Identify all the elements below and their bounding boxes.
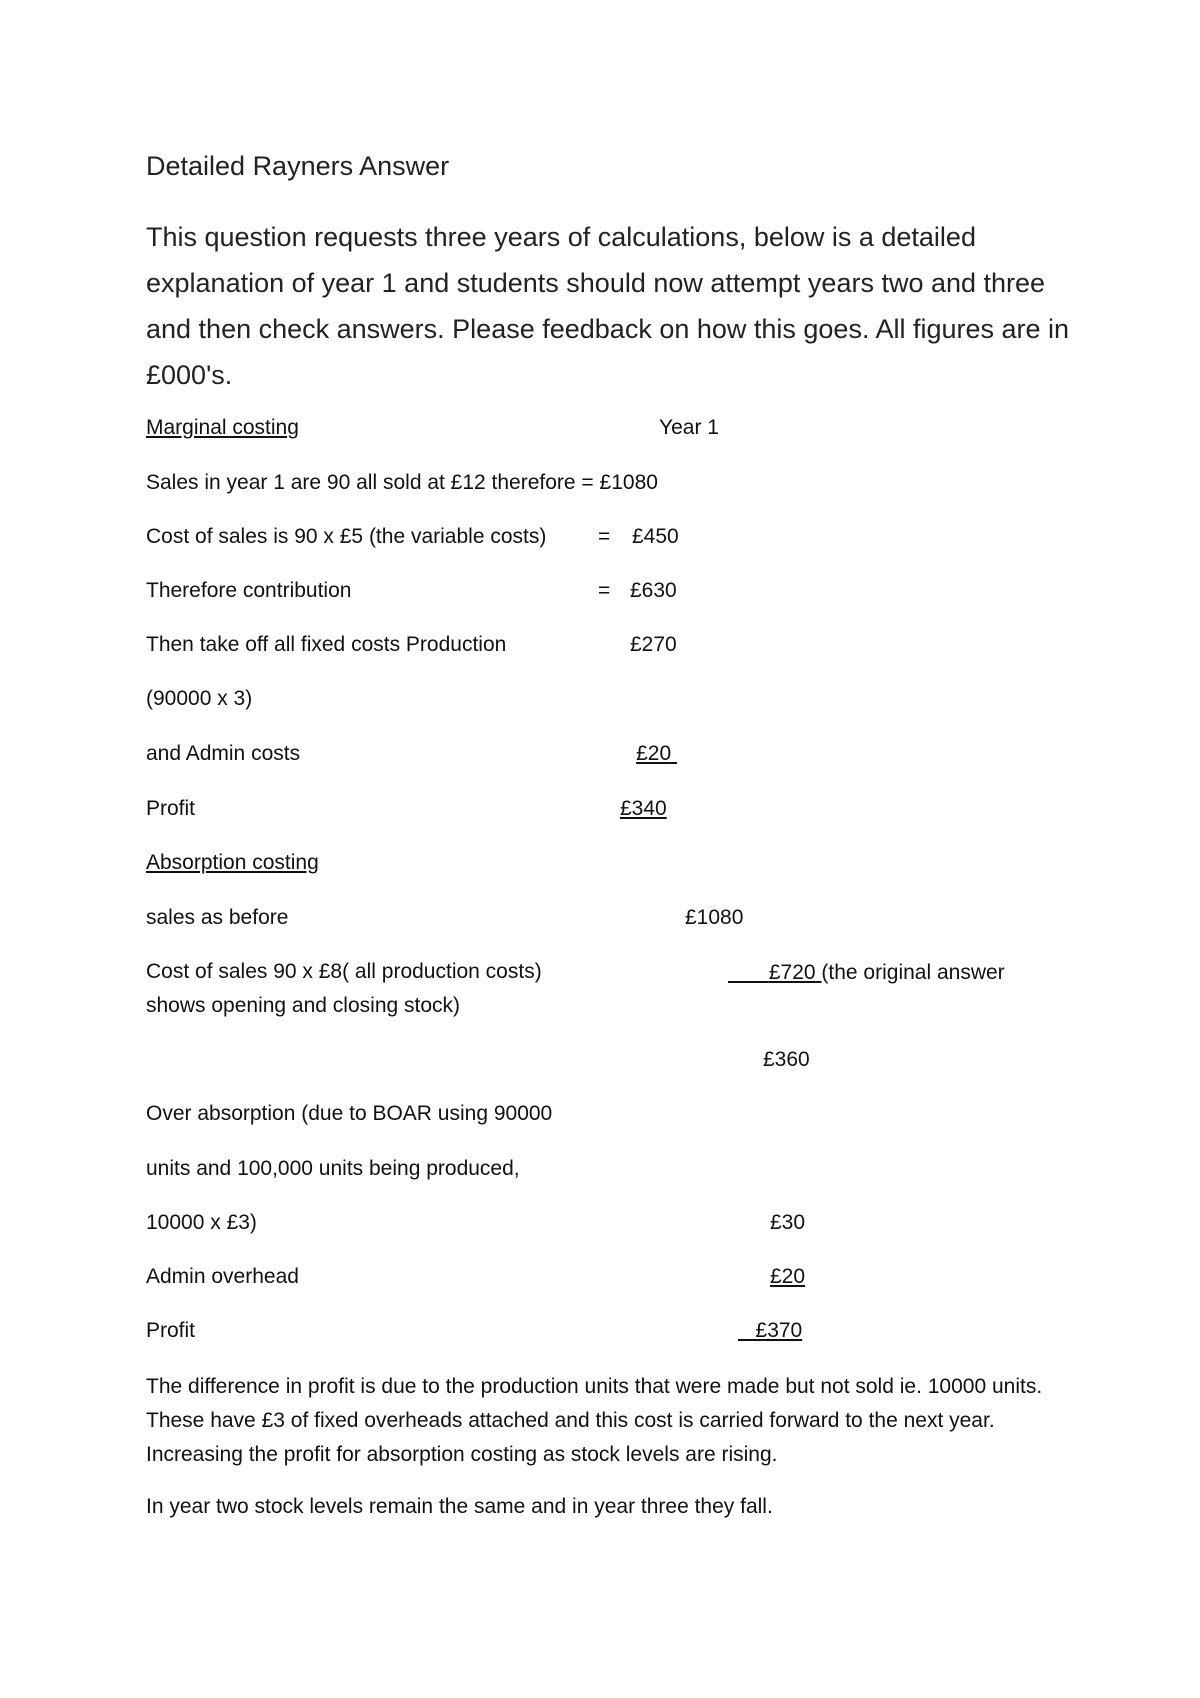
absorption-heading: Absorption costing: [146, 851, 319, 874]
marginal-contribution-value: £630: [630, 579, 677, 602]
marginal-cos-label: Cost of sales is 90 x £5 (the variable costs): [146, 525, 547, 548]
absorption-cos-label: Cost of sales 90 x £8( all production costs) shows opening and closing stock): [146, 960, 542, 1017]
marginal-fixed-label: Then take off all fixed costs Production: [146, 633, 507, 656]
absorption-over-line2: units and 100,000 units being produced,: [146, 1157, 520, 1180]
marginal-admin-label: and Admin costs: [146, 742, 301, 765]
absorption-sales-label: sales as before: [146, 906, 289, 929]
marginal-profit-value: £340: [620, 797, 667, 820]
absorption-sales-value: £1080: [685, 906, 744, 929]
marginal-cos-value: £450: [632, 525, 679, 548]
absorption-over-value: £30: [770, 1211, 806, 1234]
marginal-cos-eq: =: [598, 525, 611, 548]
absorption-cos-note: (the original answer: [821, 961, 1005, 984]
absorption-admin-value: £20: [770, 1265, 806, 1288]
absorption-profit-label: Profit: [146, 1319, 196, 1342]
absorption-cos-value: £720: [768, 961, 816, 984]
marginal-admin-value: £20: [636, 742, 672, 765]
intro-paragraph: This question requests three years of calculations, below is a detailed explanation of year 1 and students should now attempt years two and three and then check answers. Please feedback on how this goes. All figures are in £000's.: [146, 222, 1070, 390]
absorption-over-line1: Over absorption (due to BOAR using 90000: [146, 1102, 553, 1125]
page-title: Detailed Rayners Answer: [146, 151, 450, 181]
conclusion-paragraph: The difference in profit is due to the production units that were made but not sold ie. 10000 units. These have £3 of fixed overheads attached and this cost is carried forward to the next year. Increasing the profit for absorption costing as stock levels are rising.: [146, 1375, 1043, 1466]
final-line: In year two stock levels remain the same and in year three they fall.: [146, 1495, 773, 1518]
marginal-heading-row: [146, 415, 719, 440]
absorption-admin-label: Admin overhead: [146, 1265, 299, 1288]
marginal-fixed-value: £270: [630, 633, 677, 656]
absorption-gross-value: £360: [763, 1048, 810, 1071]
marginal-year-label: Year 1: [659, 416, 719, 439]
absorption-cos-value-group: [728, 960, 1005, 985]
marginal-contribution-eq: =: [598, 579, 611, 602]
absorption-profit-value: £370: [755, 1319, 803, 1342]
marginal-contribution-label: Therefore contribution: [146, 579, 352, 602]
marginal-heading: Marginal costing: [146, 416, 299, 439]
absorption-over-line3: 10000 x £3): [146, 1211, 257, 1234]
marginal-fixed-calc: (90000 x 3): [146, 687, 253, 710]
marginal-profit-label: Profit: [146, 797, 196, 820]
marginal-sales-line: Sales in year 1 are 90 all sold at £12 therefore = £1080: [146, 471, 658, 494]
